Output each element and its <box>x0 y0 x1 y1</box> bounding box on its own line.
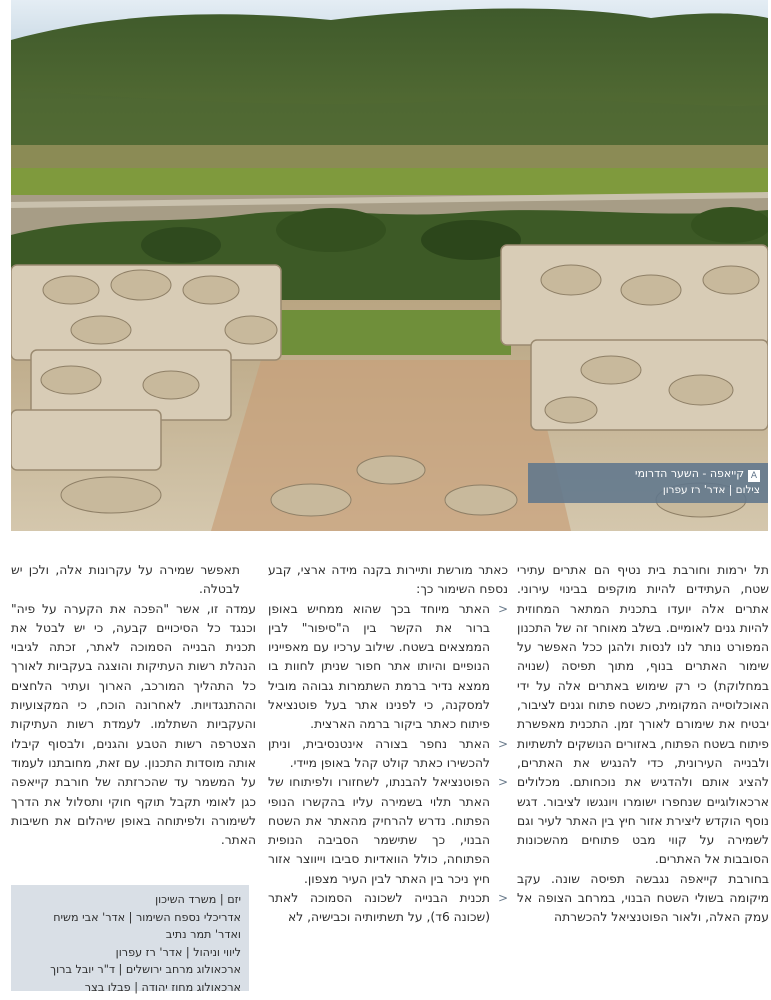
caption-marker-icon: A <box>748 470 760 482</box>
list-item: < האתר נחפר בצורה אינטנסיבית, וניתן להכשירו כאתר קולט קהל באופן מיידי. <box>268 735 508 774</box>
credit-line: יזם | משרד השיכון <box>155 893 241 906</box>
conservation-list <box>268 600 508 928</box>
text-column-right <box>517 561 769 928</box>
paragraph: עמדה זו, אשר "הפכה את הקערה על פיה" וכנגד כל הסיכויים קבעה, כי יש לבטל את תכנית הבנייה הסמוכה לאתר, זכתה לגיבוי הנהלת רשות העתיקות והוצגה בעקביות לאורך כל התהליך המורכב, הארוך ועתיר הלחצים וההתנגדויות. לאחרונה הוכח, כי המקצועיות והעקביות השתלמו. לעמדת רשות העתיקות הצטרפה רשות הטבע והגנים, ולבסוף קיבלו אותה מוסדות התכנון. עם זאת, מחובתנו לעמוד על המשמר עד שהכרזתה של חורבת קייאפה כגן לאומי תקבל תוקף חוקי ותסלול את הדרך לשימורה ולפיתוחה באופן שיהלום את חשיבות האתר. <box>11 601 256 848</box>
credit-line: ואדר' תמר נתיב <box>165 928 241 941</box>
text-column-middle <box>268 561 508 928</box>
credit-line: ליווי וניהול | אדר' רז עפרון <box>115 945 241 959</box>
paragraph: בחורבת קייאפה נגבשה תפיסה שונה. עקב מיקומה בשולי השטח הבנוי, במרחב הצופה אל עמק האלה, ולאור הפוטנציאל להכשרתה <box>517 871 769 925</box>
paragraph: כאתר מורשת ותיירות בקנה מידה ארצי, קבע נספח השימור כך: <box>268 563 508 597</box>
credit-line: ארכאולוג מחוז יהודה | פבלו בצר <box>84 980 241 994</box>
caption-title: קייאפה - השער הדרומי <box>635 467 744 480</box>
project-credits <box>11 885 249 994</box>
hero-photo <box>11 0 768 531</box>
credit-line: ארכאולוג מרחב ירושלים | ד"ר יובל ברוך <box>50 963 241 976</box>
list-item: < תכנית הבנייה לשכונה הסמוכה לאתר (שכונה 6ד), על תשתיותיה וכבישיה, לא <box>268 889 508 928</box>
photo-caption <box>528 463 768 503</box>
credit-line: אדריכלי נספח השימור | אדר' אבי משיח <box>53 910 241 924</box>
list-item: < הפוטנציאל להבנתו, לשחזורו ולפיתוחו של האתר תלוי בשמירה עליו בהקשרו הנופי הפתוח. נדרש להרחיק מהאתר את השטח הבנוי, כך שתישמר הסביבה הנופית הפתוחה, כולל הוואדיות סביבו וייווצר אזור חיץ ניכר בין האתר לבין העיר מצפון. <box>268 773 508 889</box>
ruins-landscape-image <box>11 0 768 531</box>
text-column-left <box>11 561 256 850</box>
paragraph: תל ירמות וחורבת בית נטיף הם אתרים עתירי שטח, העתידים להיות מוקפים בבינוי עירוני. אתרים אלה יועדו בתכנית המתאר המחוזית להיות גנים לאומיים. בשלב מאוחר זה של התכנון המפורט נותר לנו לנסות ולהגן ככל האפשר על שימור האתרים בנוף, מתוך תפיסה (שנויה במחלוקת) כי רק שימוש באתרים אלה על ידי האוכלוסייה המקומית, כשטח פתוח וגנים לציבור, יבטיח את שימורם לאורך זמן. התכנית מאפשרת פיתוח בשטח הפתוח, באזורים הנושקים לתשתיות ולבנייה העירונית, כדי להנגיש את האתרים, להציג אותם ולהדגיש את נוכחותם. מכלולים ארכאולוגיים שנחפרו ישומרו ויונגשו לציבור. דגש נוסף הוקדש ליצירת אזור חיץ בין האתר לעיר וגם לשמירה על קווי מבט פתוחים מהשכונות הסובבות אל האתרים. <box>517 563 769 867</box>
caption-credit: צילום | אדר' רז עפרון <box>662 484 760 496</box>
list-item: < האתר מיוחד בכך שהוא ממחיש באופן ברור את הקשר בין ה"סיפור" לבין הממצאים בשטח. שילוב ערכיו עם מאפייניו הנופיים והיותו אתר חפור שניתן לחוות בו ממצא נדיר ברמת השתמרות גבוהה מוביל למסקנה, כי לפנינו אתר בעל פוטנציאל פיתוח כאתר ביקור ברמה הארצית. <box>268 600 508 735</box>
paragraph: תאפשר שמירה על עקרונות אלה, ולכן יש לבטלה. <box>11 563 240 597</box>
